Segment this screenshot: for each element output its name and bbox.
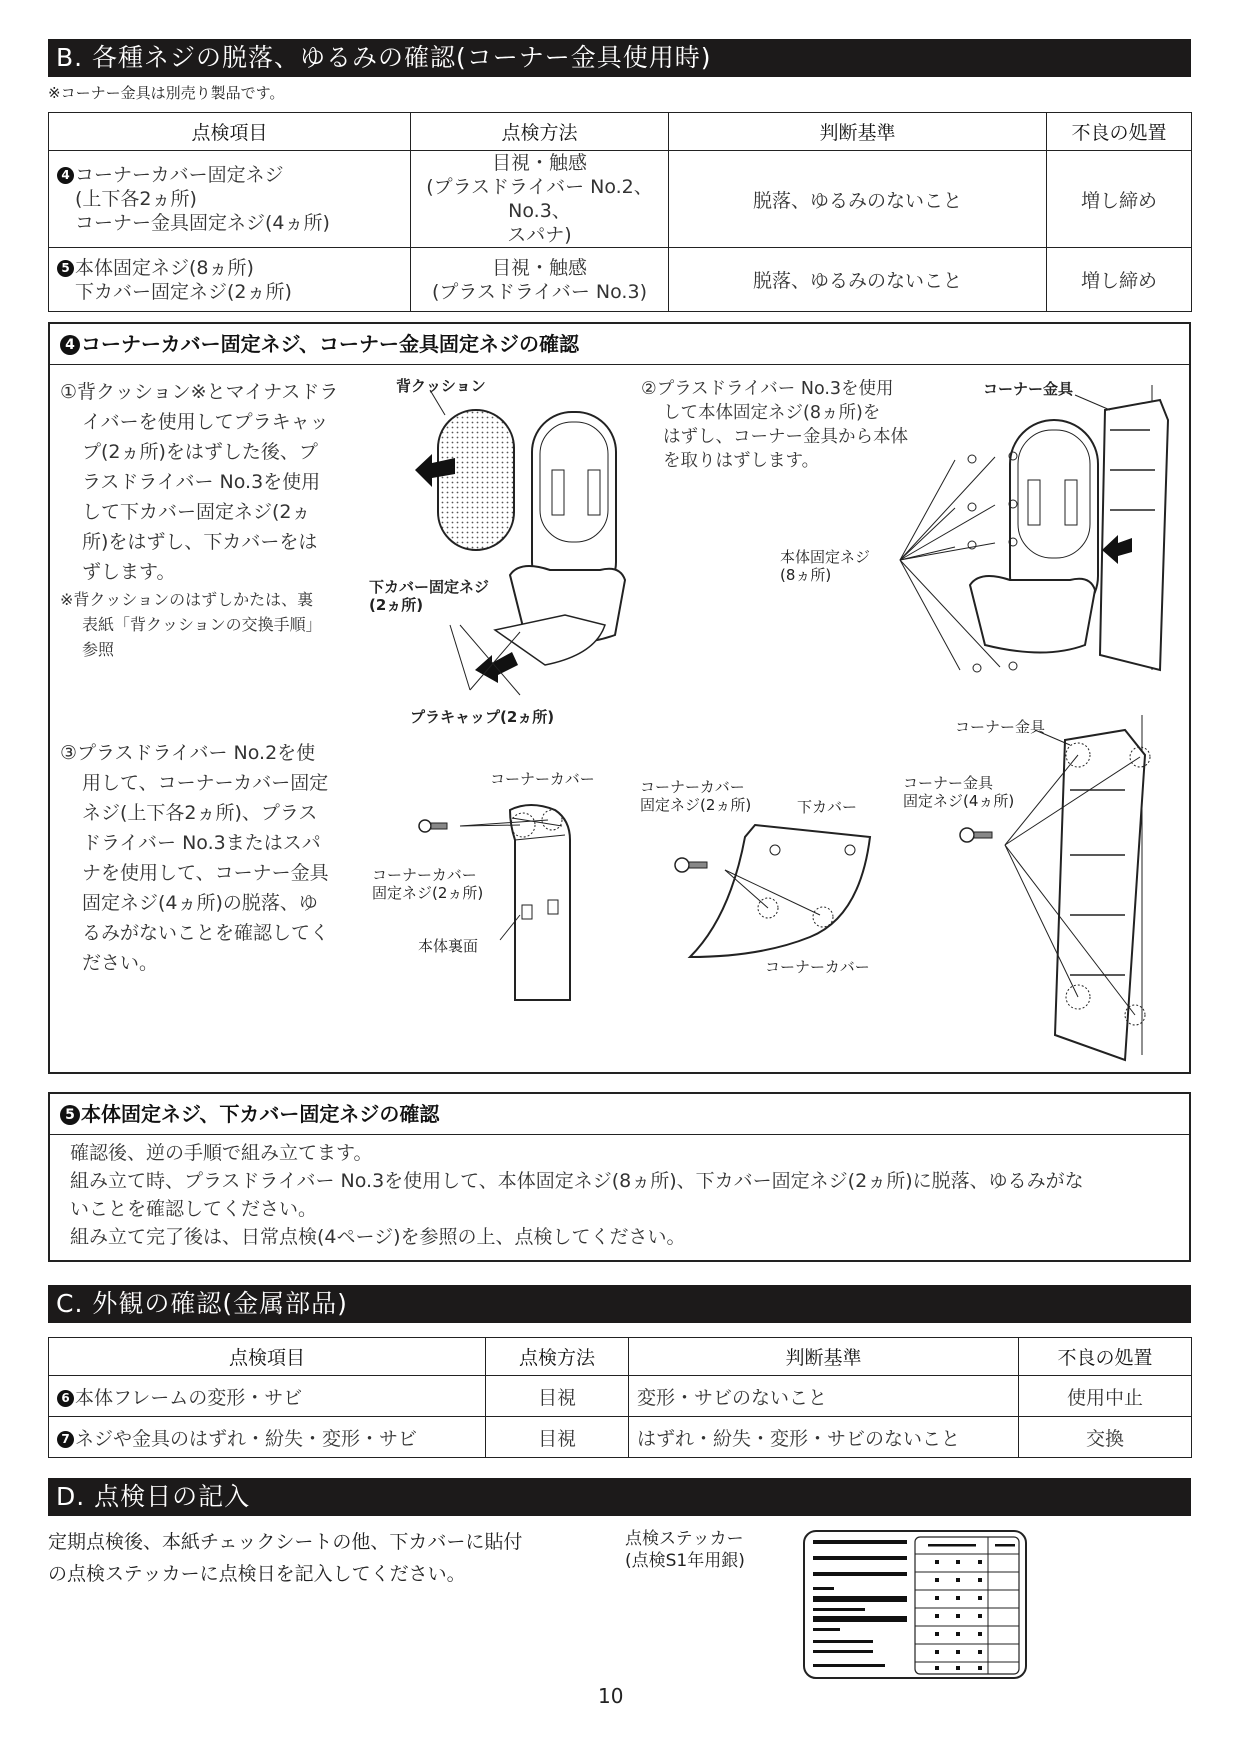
label-corner-cover-screw-b: コーナーカバー bbox=[640, 778, 745, 796]
step-line: ①背クッション※とマイナスドラ bbox=[60, 381, 339, 403]
step-line: ださい。 bbox=[82, 952, 159, 974]
item-line: コーナーカバー固定ネジ bbox=[75, 164, 284, 186]
step-note-line: 表紙「背クッションの交換手順」 bbox=[82, 615, 322, 634]
header-item: 点検項目 bbox=[49, 113, 411, 151]
label-back-cushion: 背クッション bbox=[396, 377, 486, 395]
label-corner-cover: コーナーカバー bbox=[490, 770, 595, 788]
header-criteria: 判断基準 bbox=[669, 113, 1047, 151]
number-4-icon: 4 bbox=[57, 167, 74, 184]
label-corner-cover-screw-b-count: 固定ネジ(2ヵ所) bbox=[640, 796, 752, 814]
method-cell: 目視 bbox=[486, 1417, 629, 1458]
number-7-icon: 7 bbox=[57, 1431, 74, 1448]
step-line: はずし、コーナー金具から本体 bbox=[663, 427, 908, 447]
item-line: コーナー金具固定ネジ(4ヵ所) bbox=[75, 212, 330, 234]
section-d-line: 定期点検後、本紙チェックシートの他、下カバーに貼付 bbox=[48, 1531, 523, 1553]
page-number: 10 bbox=[598, 1684, 624, 1708]
sticker-label-line: 点検ステッカー bbox=[625, 1529, 744, 1549]
box-5-line: いことを確認してください。 bbox=[70, 1198, 318, 1220]
box-5-line: 組み立て時、プラスドライバー No.3を使用して、本体固定ネジ(8ヵ所)、下カバー固定ネジ(2ヵ所)に脱落、ゆるみがな bbox=[70, 1170, 1084, 1192]
table-row bbox=[49, 248, 1192, 312]
step-line: 所)をはずし、下カバーをは bbox=[82, 531, 318, 553]
step-line: ずします。 bbox=[82, 561, 176, 583]
label-lower-cover: 下カバー bbox=[797, 798, 858, 816]
method-cell: 目視 bbox=[486, 1376, 629, 1417]
item-line: (上下各2ヵ所) bbox=[75, 188, 197, 210]
label-corner-bracket-screw: コーナー金具 bbox=[903, 774, 994, 792]
illustration-body-removal bbox=[900, 370, 1190, 690]
step-line: 用して、コーナーカバー固定 bbox=[82, 772, 329, 794]
number-5-icon: 5 bbox=[60, 1105, 80, 1125]
label-body-screw-count: (8ヵ所) bbox=[780, 566, 832, 584]
item-cell: ネジや金具のはずれ・紛失・変形・サビ bbox=[75, 1427, 418, 1450]
item-cell: 本体フレームの変形・サビ bbox=[75, 1386, 303, 1409]
method-line: 目視・触感 bbox=[491, 152, 587, 174]
step-line: ネジ(上下各2ヵ所)、プラス bbox=[82, 802, 318, 824]
item-line: 本体固定ネジ(8ヵ所) bbox=[75, 256, 254, 279]
table-c bbox=[48, 1337, 1192, 1458]
header-item: 点検項目 bbox=[49, 1338, 486, 1376]
sticker-label-line: (点検S1年用銀) bbox=[625, 1551, 745, 1571]
method-line: (プラスドライバー No.2、No.3、 bbox=[426, 176, 653, 222]
table-row bbox=[49, 151, 1192, 248]
header-action: 不良の処置 bbox=[1047, 113, 1192, 151]
table-c-header bbox=[49, 1338, 1192, 1376]
label-corner-cover-screw: コーナーカバー bbox=[372, 866, 477, 884]
inspection-sticker-illustration bbox=[803, 1530, 1028, 1680]
step-line: ②プラスドライバー No.3を使用 bbox=[641, 379, 894, 399]
step-1-text bbox=[60, 377, 360, 662]
number-6-icon: 6 bbox=[57, 1390, 74, 1407]
label-body-back: 本体裏面 bbox=[418, 937, 479, 955]
method-line: スパナ) bbox=[507, 224, 572, 246]
section-d-title: D. 点検日の記入 bbox=[48, 1478, 1191, 1516]
section-d-text bbox=[48, 1526, 522, 1590]
table-b-header bbox=[49, 113, 1192, 151]
step-2-text bbox=[641, 377, 941, 473]
step-line: を取りはずします。 bbox=[663, 451, 820, 471]
number-4-icon: 4 bbox=[60, 335, 80, 355]
box-5-line: 組み立て完了後は、日常点検(4ページ)を参照の上、点検してください。 bbox=[70, 1226, 686, 1248]
label-lower-cover-screw: 下カバー固定ネジ bbox=[369, 578, 490, 596]
action-cell: 交換 bbox=[1019, 1417, 1192, 1458]
sticker-label bbox=[625, 1528, 745, 1572]
label-corner-bracket-screw-count: 固定ネジ(4ヵ所) bbox=[903, 792, 1015, 810]
box-4-title-text: コーナーカバー固定ネジ、コーナー金具固定ネジの確認 bbox=[81, 332, 579, 356]
label-plastic-cap: プラキャップ(2ヵ所) bbox=[410, 708, 555, 726]
label-lower-cover-screw-count: (2ヵ所) bbox=[369, 596, 424, 614]
item-line: 下カバー固定ネジ(2ヵ所) bbox=[75, 280, 292, 303]
action-cell: 増し締め bbox=[1047, 151, 1192, 248]
table-row bbox=[49, 1417, 1192, 1458]
box-5-title bbox=[50, 1094, 1189, 1135]
step-line: イバーを使用してプラキャッ bbox=[82, 411, 329, 433]
method-line: 目視・触感 bbox=[491, 256, 587, 279]
table-b bbox=[48, 112, 1192, 312]
step-line: ③プラスドライバー No.2を使 bbox=[60, 742, 316, 764]
illustration-back-cushion-removal bbox=[360, 370, 650, 730]
step-3-text bbox=[60, 738, 360, 978]
step-line: 固定ネジ(4ヵ所)の脱落、ゆ bbox=[82, 892, 318, 914]
box-5-title-text: 本体固定ネジ、下カバー固定ネジの確認 bbox=[81, 1102, 440, 1126]
header-criteria: 判断基準 bbox=[629, 1338, 1019, 1376]
step-line: プ(2ヵ所)をはずした後、プ bbox=[82, 441, 318, 463]
header-action: 不良の処置 bbox=[1019, 1338, 1192, 1376]
step-line: るみがないことを確認してく bbox=[82, 922, 330, 944]
box-5-body-screws bbox=[48, 1092, 1191, 1262]
section-b-title: B. 各種ネジの脱落、ゆるみの確認(コーナー金具使用時) bbox=[48, 39, 1191, 77]
box-4-title bbox=[50, 324, 1189, 365]
header-method: 点検方法 bbox=[411, 113, 669, 151]
label-corner-bracket: コーナー金具 bbox=[983, 380, 1074, 398]
criteria-cell: 脱落、ゆるみのないこと bbox=[669, 151, 1047, 248]
section-b-note: ※コーナー金具は別売り製品です。 bbox=[48, 84, 285, 102]
label-corner-bracket-b: コーナー金具 bbox=[955, 718, 1046, 736]
step-line: ナを使用して、コーナー金具 bbox=[82, 862, 329, 884]
criteria-cell: 脱落、ゆるみのないこと bbox=[669, 248, 1047, 312]
section-c-title: C. 外観の確認(金属部品) bbox=[48, 1285, 1191, 1323]
step-line: ラスドライバー No.3を使用 bbox=[82, 471, 321, 493]
table-row bbox=[49, 1376, 1192, 1417]
method-line: (プラスドライバー No.3) bbox=[432, 280, 647, 303]
label-corner-cover-b: コーナーカバー bbox=[765, 958, 870, 976]
step-line: して本体固定ネジ(8ヵ所)を bbox=[663, 403, 881, 423]
box-5-line: 確認後、逆の手順で組み立てます。 bbox=[70, 1142, 373, 1164]
step-note-line: ※背クッションのはずしかたは、裏 bbox=[60, 590, 314, 609]
header-method: 点検方法 bbox=[486, 1338, 629, 1376]
step-line: して下カバー固定ネジ(2ヵ bbox=[82, 501, 311, 523]
illustration-corner-bracket bbox=[950, 715, 1190, 1065]
label-body-screw: 本体固定ネジ bbox=[780, 548, 871, 566]
label-corner-cover-screw-count: 固定ネジ(2ヵ所) bbox=[372, 884, 484, 902]
number-5-icon: 5 bbox=[57, 260, 74, 277]
criteria-cell: 変形・サビのないこと bbox=[629, 1376, 1019, 1417]
section-d-line: の点検ステッカーに点検日を記入してください。 bbox=[48, 1563, 466, 1585]
step-note-line: 参照 bbox=[82, 640, 115, 659]
action-cell: 使用中止 bbox=[1019, 1376, 1192, 1417]
action-cell: 増し締め bbox=[1047, 248, 1192, 312]
criteria-cell: はずれ・紛失・変形・サビのないこと bbox=[629, 1417, 1019, 1458]
step-line: ドライバー No.3またはスパ bbox=[82, 832, 321, 854]
